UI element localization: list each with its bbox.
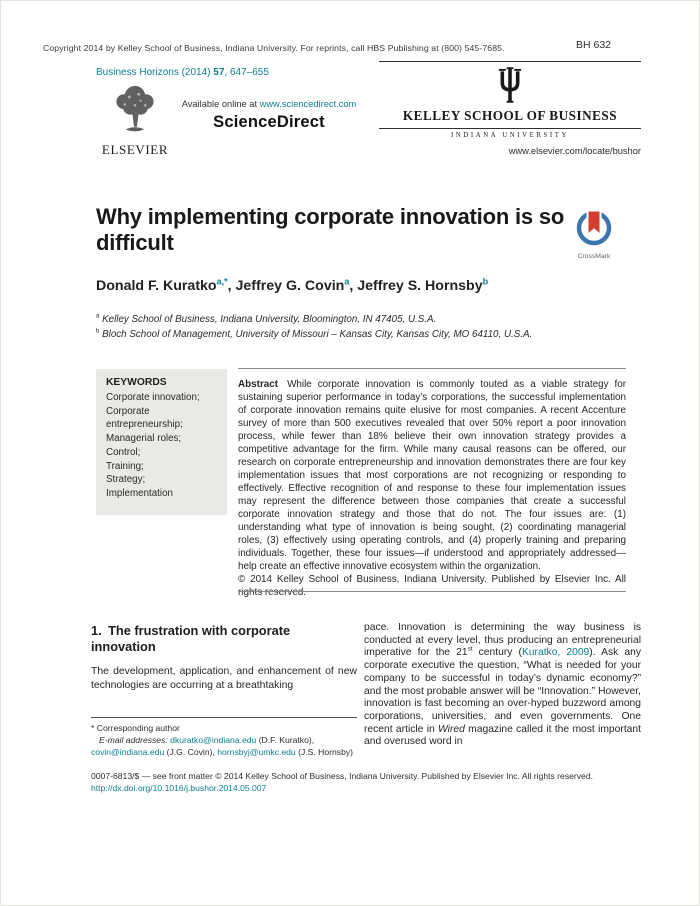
- journal-ref-prefix: Business Horizons (2014): [96, 67, 214, 78]
- journal-pages: , 647–655: [224, 67, 269, 78]
- journal-site-url[interactable]: www.elsevier.com/locate/bushor: [508, 146, 641, 156]
- keyword-item: Training;: [106, 460, 144, 472]
- kelley-wordmark: KELLEY SCHOOL OF BUSINESS: [379, 105, 641, 129]
- sciencedirect-block: [169, 99, 369, 132]
- sciencedirect-wordmark: ScienceDirect: [213, 113, 325, 131]
- affiliation-text: Bloch School of Management, University of Missouri – Kansas City, Kansas City, MO 64110, U.S.A.: [102, 328, 533, 340]
- abstract-bottom-rule: [238, 591, 626, 592]
- abstract-section: [238, 368, 626, 599]
- keyword-item: Corporate entrepreneurship;: [106, 405, 183, 431]
- email-link[interactable]: covin@indiana.edu: [91, 747, 165, 758]
- keywords-heading: KEYWORDS: [106, 377, 167, 388]
- affiliation-mark: a: [96, 313, 100, 320]
- kelley-top-rule: [379, 61, 641, 62]
- email-owner: (J.G. Covin),: [164, 747, 218, 758]
- ordinal-superscript: st: [467, 645, 473, 653]
- body-right-paragraph: [364, 622, 641, 749]
- reprint-copyright-line: Copyright 2014 by Kelley School of Business, Indiana University. For reprints, call HBS Publishing at (800) 545-7685.: [43, 43, 505, 53]
- elsevier-wordmark: ELSEVIER: [101, 142, 169, 157]
- abstract-copyright: © 2014 Kelley School of Business, Indiana University. Published by Elsevier Inc. All rights reserved.: [238, 574, 626, 599]
- iu-trident-icon: [379, 67, 641, 105]
- journal-volume: 57: [213, 67, 225, 78]
- available-online-text: Available online at: [181, 99, 260, 109]
- keyword-item: Corporate innovation;: [106, 392, 200, 403]
- affiliations: [96, 313, 532, 342]
- author-separator: ,: [227, 278, 236, 294]
- keywords-box: [96, 369, 227, 515]
- email-owner: (J.S. Hornsby): [295, 747, 354, 758]
- keyword-item: Implementation: [106, 487, 173, 499]
- author-separator: ,: [349, 278, 358, 294]
- keyword-item: Control;: [106, 446, 141, 458]
- author-affiliation-mark: a: [344, 276, 350, 287]
- email-link[interactable]: hornsbyj@umkc.edu: [217, 747, 296, 758]
- section-1-heading: 1. The frustration with corporate innovation: [91, 623, 291, 654]
- issn-front-matter-line: 0007-6813/$ — see front matter © 2014 Kelley School of Business, Indiana University. Published by Elsevier Inc. All rights reserved.: [91, 771, 594, 781]
- doi-link[interactable]: http://dx.doi.org/10.1016/j.bushor.2014.05.007: [91, 783, 267, 793]
- wired-magazine-name: Wired: [438, 723, 465, 735]
- document-code: BH 632: [576, 39, 612, 51]
- body-text: ). Ask any corporate executive the question, “What is needed for your company to be successful in today’s dynamic economy?” and the most probable answer will be “Innovation.” However, innovation is fast becoming an over-hyped buzzword among corporations, universities, and even governments. One recent article in: [364, 647, 641, 735]
- citation-link-kuratko-2009[interactable]: Kuratko, 2009: [521, 647, 590, 659]
- indiana-university-wordmark: INDIANA UNIVERSITY: [451, 132, 569, 139]
- footnote-rule: [91, 717, 357, 718]
- author-affiliation-mark: a,*: [216, 276, 228, 287]
- body-text: magazine called it the most important and overused word in: [364, 723, 641, 748]
- abstract-text: While corporate innovation is commonly touted as a viable strategy for sustaining superior performance in today’s corporations, the successful implementation of corporate innovation remains quite elusive for most companies. A recent Accenture survey of more than 500 executives revealed that over 50% report a poor innovation process, while fewer than 18% believe their own innovation strategy provides a competitive advantage for the firm. While many causal reasons can be offered, our research on corporate entrepreneurship and innovation demonstrates there are four key implementation issues that most corporations are not recognizing or responding to effectively. Effective recognition of and response to these four implementation issues may represent the difference between those companies that create a successful corporate innovation strategy and those that do not. The four issues are: (1) understanding what type of innovation is being sought, (2) coordinating managerial roles, (3) effectively using operating controls, and (4) properly training and preparing individuals. Together, these four issues—if understood and appropriately addressed—help create an effective innovative ecosystem within the organization.: [238, 379, 626, 573]
- keyword-item: Strategy;: [106, 474, 146, 486]
- article-title: Why implementing corporate innovation is so difficult: [96, 204, 565, 256]
- affiliation-mark: b: [96, 328, 100, 335]
- author-name: Jeffrey S. Hornsby: [357, 278, 483, 294]
- affiliation-line: [96, 313, 532, 328]
- author-affiliation-mark: b: [482, 276, 489, 287]
- email-addresses-note: [91, 734, 365, 758]
- sciencedirect-link[interactable]: www.sciencedirect.com: [259, 99, 357, 109]
- email-link[interactable]: dkuratko@indiana.edu: [170, 735, 257, 746]
- corresponding-author-note: * Corresponding author: [91, 723, 180, 733]
- footnote: [91, 722, 365, 759]
- affiliation-line: [96, 328, 532, 343]
- journal-reference: [96, 67, 269, 78]
- author-name: Jeffrey G. Covin: [235, 278, 345, 294]
- email-label: E-mail addresses:: [99, 735, 171, 746]
- body-left-paragraph: The development, application, and enhancement of new technologies are occurring at a breathtaking: [91, 666, 357, 691]
- email-owner: (D.F. Kuratko),: [256, 735, 315, 746]
- affiliation-text: Kelley School of Business, Indiana University, Bloomington, IN 47405, U.S.A.: [102, 314, 437, 325]
- crossmark-icon: [574, 234, 614, 251]
- elsevier-tree-icon: [106, 123, 164, 140]
- elsevier-logo: [94, 84, 176, 158]
- abstract-label: Abstract: [238, 379, 279, 390]
- author-name: Donald F. Kuratko: [96, 278, 217, 294]
- keyword-item: Managerial roles;: [106, 433, 182, 445]
- kelley-school-block: [379, 61, 641, 156]
- body-text: pace. Innovation is determining the way business is conducted at every level, thus producing an entrepreneurial imperative for the 21: [364, 622, 641, 659]
- crossmark-badge[interactable]: [567, 207, 621, 260]
- body-text: century (: [472, 647, 522, 659]
- author-line: [96, 278, 488, 294]
- crossmark-label: CrossMark: [577, 253, 611, 260]
